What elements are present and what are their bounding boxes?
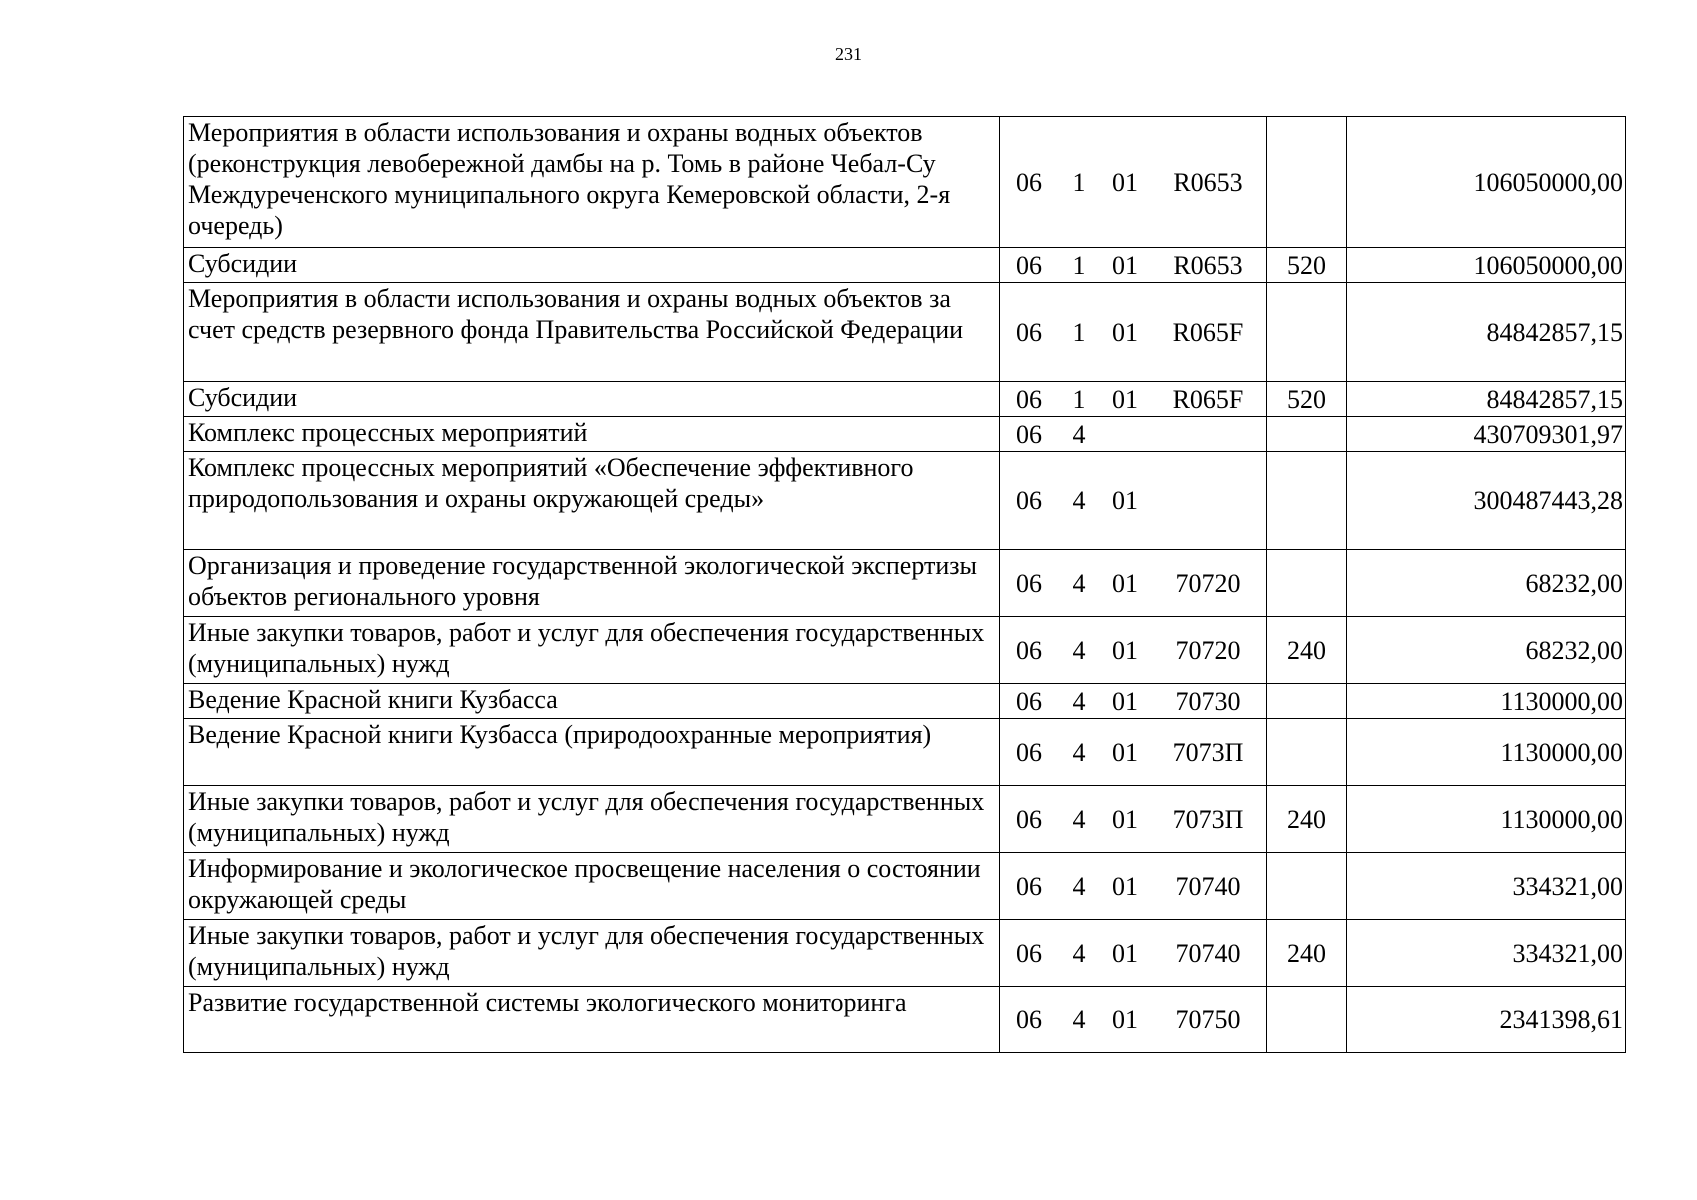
expense-type-code: 240 (1267, 786, 1347, 853)
section-code: 06 (1016, 686, 1042, 716)
table-row (184, 853, 1626, 920)
table-row (184, 550, 1626, 617)
subprogram-code: 01 (1112, 938, 1138, 968)
program-code: 4 (1072, 737, 1086, 767)
expense-type-code (1267, 853, 1347, 920)
table-row (184, 117, 1626, 248)
item-code: 70720 (1175, 568, 1241, 598)
subprogram-code: 01 (1112, 250, 1138, 280)
program-code: 4 (1072, 568, 1086, 598)
row-name: Организация и проведение государственной экологической экспертизы объектов регионального уровня (184, 550, 1000, 617)
program-code: 4 (1072, 486, 1086, 515)
section-code: 06 (1016, 871, 1042, 901)
amount: 334321,00 (1347, 853, 1626, 920)
amount: 84842857,15 (1347, 283, 1626, 382)
section-code: 06 (1016, 635, 1042, 665)
program-code: 1 (1072, 167, 1086, 197)
expense-type-code: 240 (1267, 617, 1347, 684)
subprogram-code: 01 (1112, 804, 1138, 834)
program-code: 4 (1072, 1005, 1086, 1034)
section-code: 06 (1016, 804, 1042, 834)
page-number: 231 (835, 44, 862, 64)
row-codes (1000, 920, 1267, 987)
row-name: Иные закупки товаров, работ и услуг для обеспечения государственных (муниципальных) нужд (184, 786, 1000, 853)
item-code: 7073П (1172, 804, 1244, 834)
subprogram-code: 01 (1112, 486, 1138, 515)
subprogram-code: 01 (1112, 686, 1138, 716)
item-code: R065F (1172, 317, 1244, 347)
row-codes (1000, 617, 1267, 684)
expense-type-code: 520 (1267, 382, 1347, 417)
expense-type-code (1267, 452, 1347, 550)
amount: 106050000,00 (1347, 117, 1626, 248)
expense-type-code (1267, 550, 1347, 617)
item-code: 70750 (1175, 1005, 1241, 1034)
row-name: Иные закупки товаров, работ и услуг для обеспечения государственных (муниципальных) нужд (184, 617, 1000, 684)
row-codes (1000, 382, 1267, 417)
expense-type-code (1267, 719, 1347, 786)
row-codes (1000, 550, 1267, 617)
item-code: R0653 (1173, 167, 1243, 197)
row-name: Мероприятия в области использования и охраны водных объектов (реконструкция левобережной дамбы на р. Томь в районе Чебал-Су Междуреченского муниципального округа Кемеровской области, 2-я очередь) (184, 117, 1000, 248)
row-codes (1000, 987, 1267, 1053)
amount: 106050000,00 (1347, 248, 1626, 283)
subprogram-code: 01 (1112, 167, 1138, 197)
item-code: R0653 (1173, 250, 1243, 280)
item-code: R065F (1172, 384, 1244, 414)
row-name: Субсидии (184, 382, 1000, 417)
program-code: 4 (1072, 938, 1086, 968)
amount: 1130000,00 (1347, 719, 1626, 786)
row-codes (1000, 719, 1267, 786)
subprogram-code: 01 (1112, 871, 1138, 901)
row-codes (1000, 417, 1267, 452)
table-row (184, 684, 1626, 719)
table-row (184, 786, 1626, 853)
row-name: Комплекс процессных мероприятий «Обеспечение эффективного природопользования и охраны окружающей среды» (184, 452, 1000, 550)
item-code: 70730 (1175, 686, 1241, 716)
amount: 84842857,15 (1347, 382, 1626, 417)
row-codes (1000, 117, 1267, 248)
table-row (184, 617, 1626, 684)
table-row (184, 417, 1626, 452)
program-code: 4 (1072, 804, 1086, 834)
row-name: Ведение Красной книги Кузбасса (природоохранные мероприятия) (184, 719, 1000, 786)
budget-table (183, 116, 1626, 1053)
amount: 430709301,97 (1347, 417, 1626, 452)
section-code: 06 (1016, 419, 1042, 449)
amount: 68232,00 (1347, 617, 1626, 684)
section-code: 06 (1016, 250, 1042, 280)
table-row (184, 382, 1626, 417)
expense-type-code (1267, 684, 1347, 719)
subprogram-code: 01 (1112, 317, 1138, 347)
subprogram-code: 01 (1112, 1005, 1138, 1034)
program-code: 4 (1072, 686, 1086, 716)
subprogram-code: 01 (1112, 568, 1138, 598)
amount: 68232,00 (1347, 550, 1626, 617)
row-codes (1000, 283, 1267, 382)
subprogram-code: 01 (1112, 737, 1138, 767)
row-codes (1000, 786, 1267, 853)
expense-type-code (1267, 417, 1347, 452)
row-codes (1000, 684, 1267, 719)
section-code: 06 (1016, 737, 1042, 767)
expense-type-code (1267, 987, 1347, 1053)
table-row (184, 987, 1626, 1053)
section-code: 06 (1016, 486, 1042, 515)
expense-type-code: 520 (1267, 248, 1347, 283)
row-codes (1000, 248, 1267, 283)
program-code: 1 (1072, 250, 1086, 280)
table-row (184, 283, 1626, 382)
row-name: Информирование и экологическое просвещение населения о состоянии окружающей среды (184, 853, 1000, 920)
table-row (184, 452, 1626, 550)
amount: 300487443,28 (1347, 452, 1626, 550)
row-name: Ведение Красной книги Кузбасса (184, 684, 1000, 719)
subprogram-code: 01 (1112, 384, 1138, 414)
program-code: 1 (1072, 317, 1086, 347)
section-code: 06 (1016, 568, 1042, 598)
item-code: 70740 (1175, 938, 1241, 968)
section-code: 06 (1016, 384, 1042, 414)
section-code: 06 (1016, 938, 1042, 968)
expense-type-code (1267, 283, 1347, 382)
item-code: 70740 (1175, 871, 1241, 901)
row-name: Иные закупки товаров, работ и услуг для обеспечения государственных (муниципальных) нужд (184, 920, 1000, 987)
program-code: 4 (1072, 871, 1086, 901)
amount: 1130000,00 (1347, 786, 1626, 853)
program-code: 1 (1072, 384, 1086, 414)
subprogram-code: 01 (1112, 635, 1138, 665)
section-code: 06 (1016, 1005, 1042, 1034)
table-row (184, 920, 1626, 987)
table-row (184, 719, 1626, 786)
section-code: 06 (1016, 317, 1042, 347)
amount: 334321,00 (1347, 920, 1626, 987)
item-code: 70720 (1175, 635, 1241, 665)
row-codes (1000, 853, 1267, 920)
amount: 2341398,61 (1347, 987, 1626, 1053)
section-code: 06 (1016, 167, 1042, 197)
row-codes (1000, 452, 1267, 550)
row-name: Мероприятия в области использования и охраны водных объектов за счет средств резервного фонда Правительства Российской Федерации (184, 283, 1000, 382)
row-name: Развитие государственной системы экологического мониторинга (184, 987, 1000, 1053)
row-name: Комплекс процессных мероприятий (184, 417, 1000, 452)
item-code: 7073П (1172, 737, 1244, 767)
expense-type-code (1267, 117, 1347, 248)
amount: 1130000,00 (1347, 684, 1626, 719)
program-code: 4 (1072, 635, 1086, 665)
program-code: 4 (1072, 419, 1086, 449)
row-name: Субсидии (184, 248, 1000, 283)
expense-type-code: 240 (1267, 920, 1347, 987)
table-row (184, 248, 1626, 283)
